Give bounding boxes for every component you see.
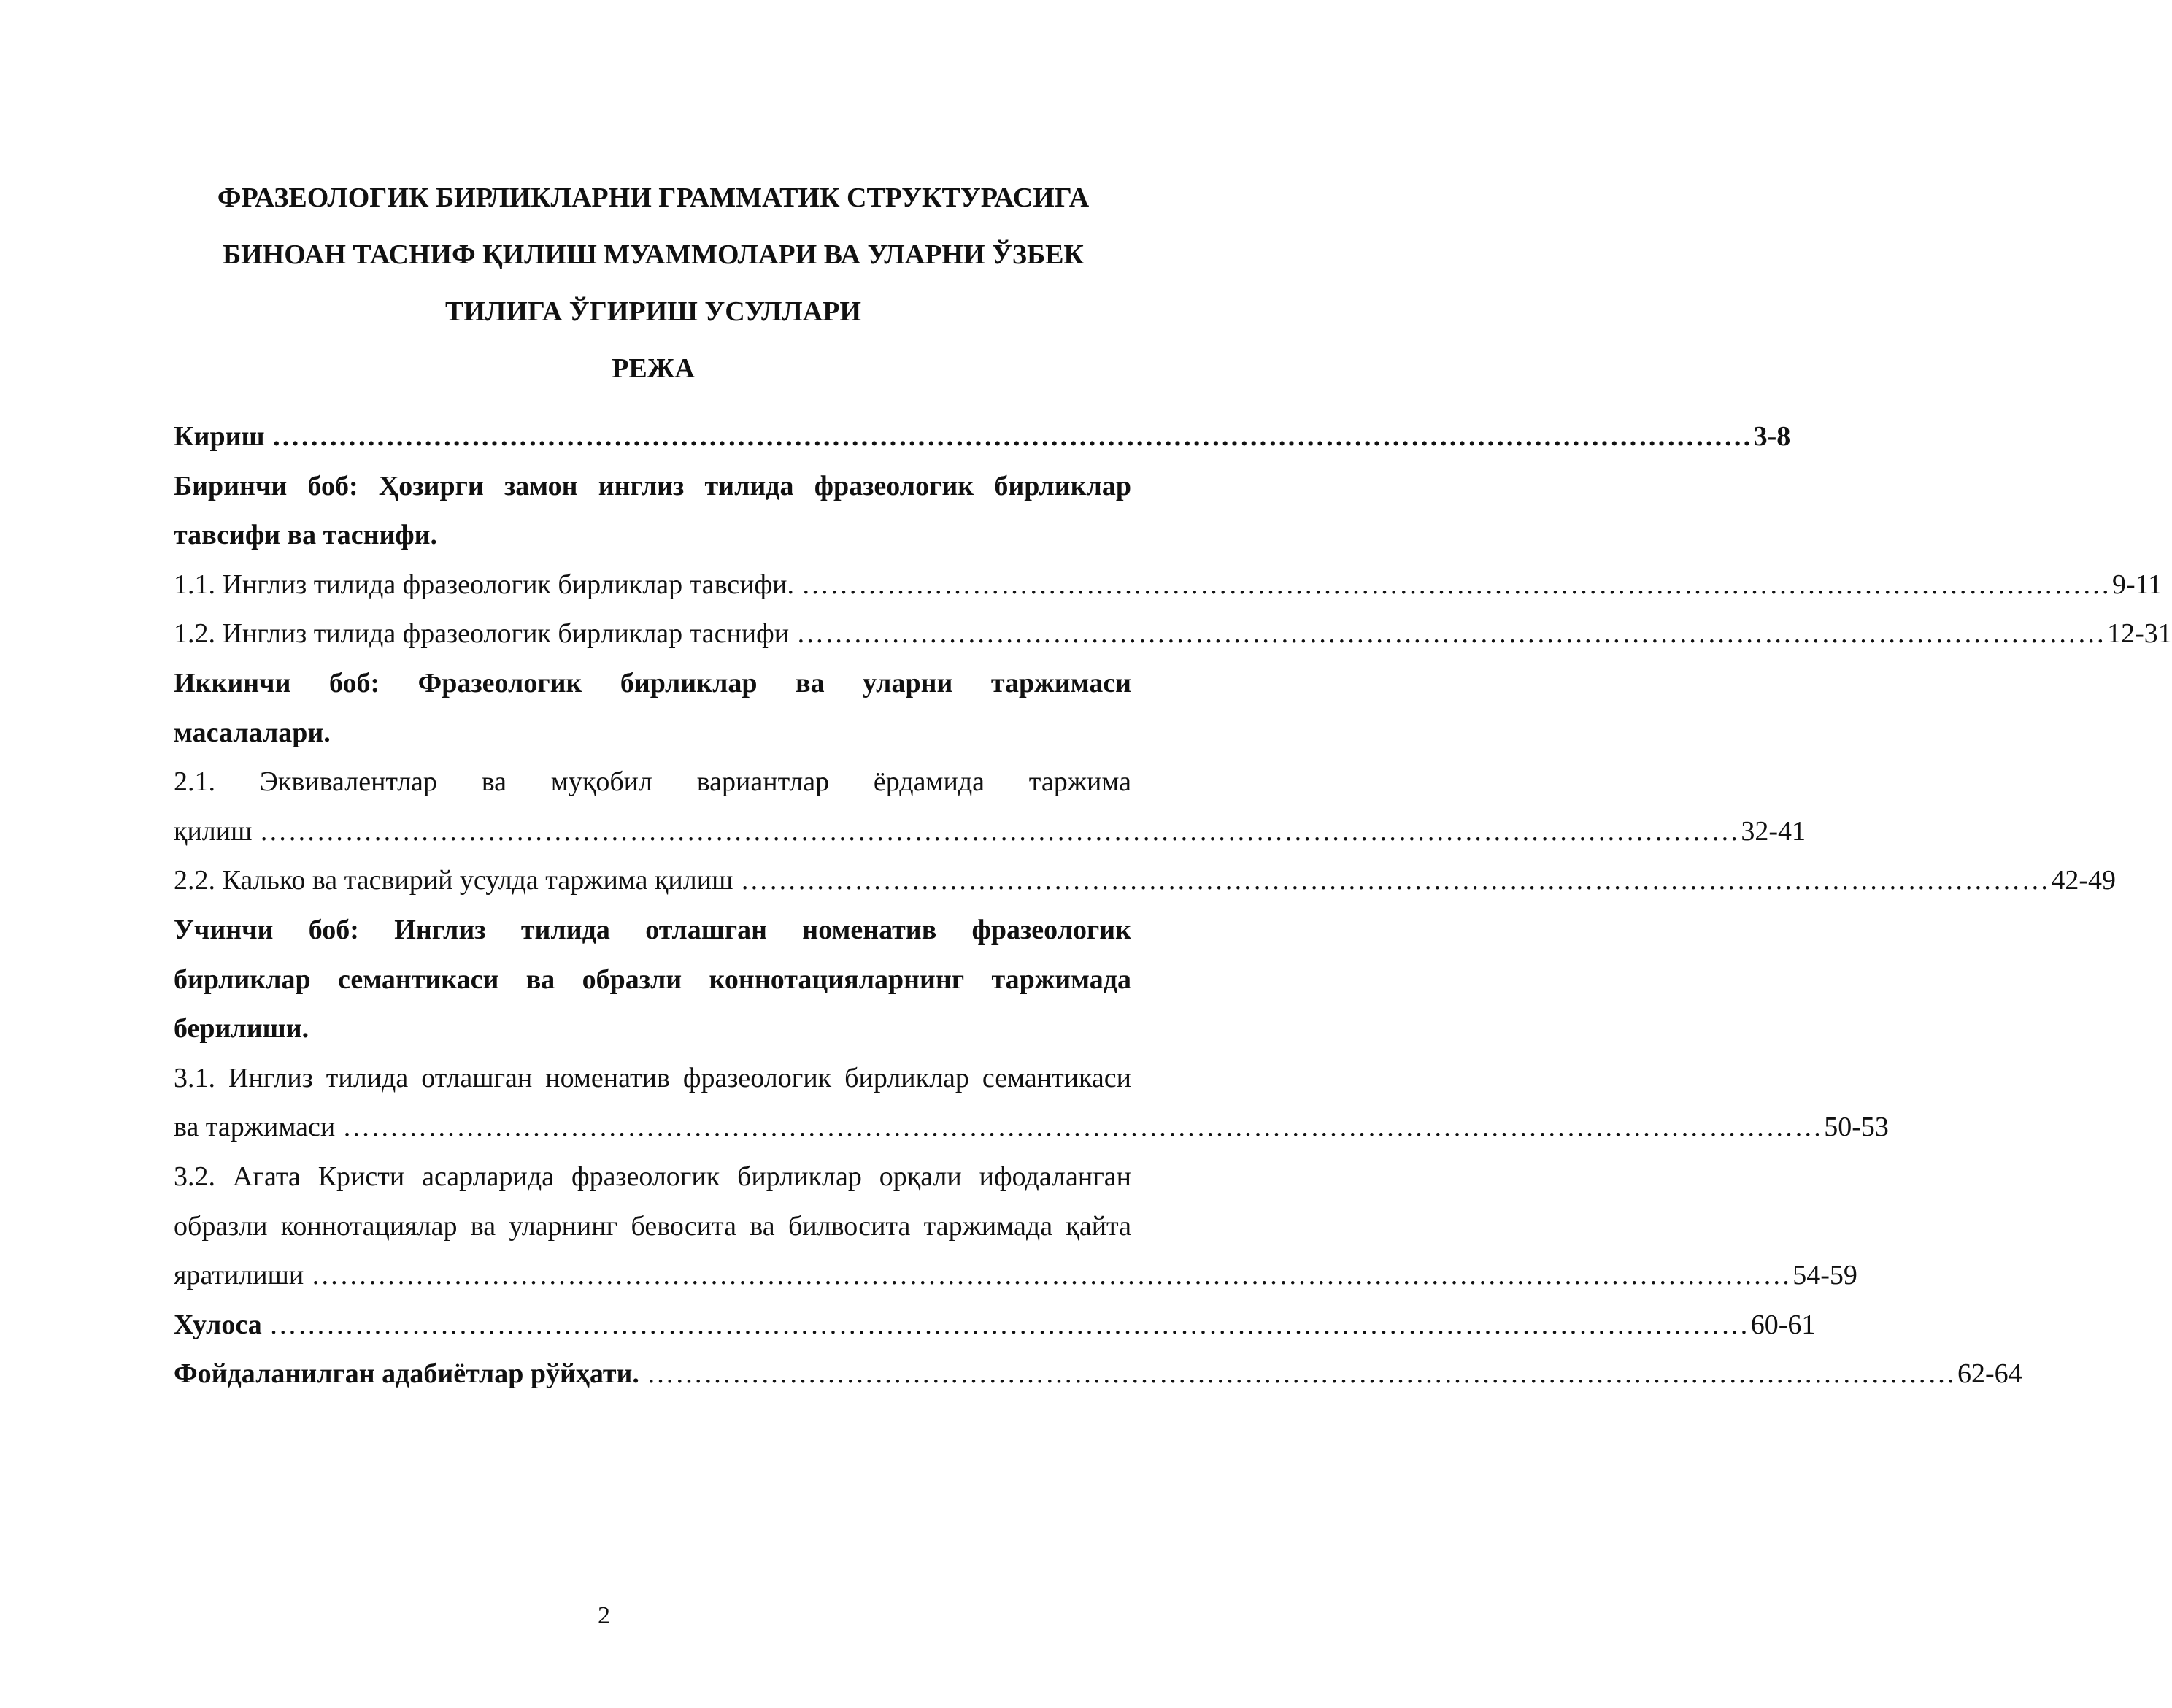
toc-chapter-1-line-1: Биринчи боб: Ҳозирги замон инглиз тилида фразеологик бирликлар — [174, 470, 1131, 501]
toc-label: 1.2. Инглиз тилида фразеологик бирликлар таснифи — [174, 618, 790, 650]
toc-chapter-3-line-3: берилиши. — [174, 1013, 309, 1045]
toc-chapter-2-line-1: Иккинчи боб: Фразеологик бирликлар ва уларни таржимаси — [174, 667, 1131, 699]
title-line-1: ФРАЗЕОЛОГИК БИРЛИКЛАРНИ ГРАММАТИК СТРУКТУРАСИГА — [217, 182, 1090, 213]
leader-dots: ………………………………………………………………………………………………………………………… — [801, 569, 2111, 600]
table-of-contents — [174, 412, 2172, 1399]
title-line-3: ТИЛИГА ЎГИРИШ УСУЛЛАРИ — [445, 296, 861, 327]
toc-label: қилиш — [174, 815, 253, 847]
toc-entry-3-1-line-1: 3.1. Инглиз тилида отлашган номенатив фразеологик бирликлар семантикаси — [174, 1062, 1131, 1093]
toc-entry-3-1 — [174, 1103, 1889, 1153]
leader-dots: ………………………………………………………………………………………………………………………… — [796, 618, 2106, 650]
toc-page: 9-11 — [2111, 569, 2163, 600]
toc-entry-kirish — [174, 412, 1791, 462]
toc-entry-xulosa — [174, 1301, 1816, 1350]
toc-entry-adabiyot — [174, 1350, 2022, 1399]
toc-entry-2-2 — [174, 856, 2116, 906]
toc-entry-2-1 — [174, 807, 1806, 857]
leader-dots: ………………………………………………………………………………………………………………………… — [740, 865, 2050, 896]
toc-page: 50-53 — [1824, 1112, 1889, 1143]
document-title — [175, 169, 1131, 397]
toc-page: 54-59 — [1792, 1260, 1857, 1291]
plan-heading: РЕЖА — [612, 353, 695, 384]
toc-chapter-2-line-2: масалалари. — [174, 717, 331, 748]
toc-label: яратилиши — [174, 1260, 304, 1291]
toc-label: ва таржимаси — [174, 1112, 336, 1143]
toc-entry-1-2 — [174, 609, 2172, 659]
leader-dots: ………………………………………………………………………………………………………………………………………… — [259, 815, 1740, 847]
toc-entry-1-1 — [174, 561, 2163, 610]
leader-dots: ………………………………………………………………………………………………………………………………………… — [342, 1112, 1823, 1143]
toc-page: 32-41 — [1741, 815, 1806, 847]
toc-entry-2-1-line-1: 2.1. Эквивалентлар ва муқобил вариантлар ёрдамида таржима — [174, 766, 1131, 798]
toc-label: Хулоса — [174, 1309, 262, 1340]
toc-label: Фойдаланилган адабиётлар рўйҳати. — [174, 1358, 639, 1390]
page-number: 2 — [598, 1602, 610, 1629]
toc-page: 3-8 — [1753, 421, 1791, 452]
toc-entry-3-2 — [174, 1251, 1857, 1301]
toc-page: 60-61 — [1750, 1309, 1816, 1340]
leader-dots: ………………………………………………………………………………………………………………………………………… — [269, 1309, 1749, 1340]
toc-label: 1.1. Инглиз тилида фразеологик бирликлар тавсифи. — [174, 569, 794, 600]
toc-chapter-1-line-2: тавсифи ва таснифи. — [174, 520, 438, 551]
leader-dots: ………………………………………………………………………………………………………………………………………… — [272, 421, 1752, 452]
toc-label: 2.2. Калько ва тасвирий усулда таржима қилиш — [174, 865, 733, 896]
leader-dots: ………………………………………………………………………………………………………………………… — [646, 1358, 1956, 1390]
title-line-2: БИНОАН ТАСНИФ ҚИЛИШ МУАММОЛАРИ ВА УЛАРНИ ЎЗБЕК — [222, 239, 1084, 270]
toc-page: 62-64 — [1957, 1358, 2022, 1390]
toc-label: Кириш — [174, 421, 265, 452]
toc-entry-3-2-line-2: образли коннотациялар ва уларнинг бевосита ва билвосита таржимада қайта — [174, 1210, 1131, 1242]
toc-page: 42-49 — [2051, 865, 2116, 896]
toc-page: 12-31 — [2107, 618, 2172, 650]
leader-dots: ………………………………………………………………………………………………………………………………………… — [311, 1260, 1792, 1291]
toc-entry-3-2-line-1: 3.2. Агата Кристи асарларида фразеологик бирликлар орқали ифодаланган — [174, 1161, 1131, 1192]
toc-chapter-3-line-2: бирликлар семантикаси ва образли коннотацияларнинг таржимада — [174, 963, 1131, 995]
toc-chapter-3-line-1: Учинчи боб: Инглиз тилида отлашган номенатив фразеологик — [174, 914, 1131, 945]
